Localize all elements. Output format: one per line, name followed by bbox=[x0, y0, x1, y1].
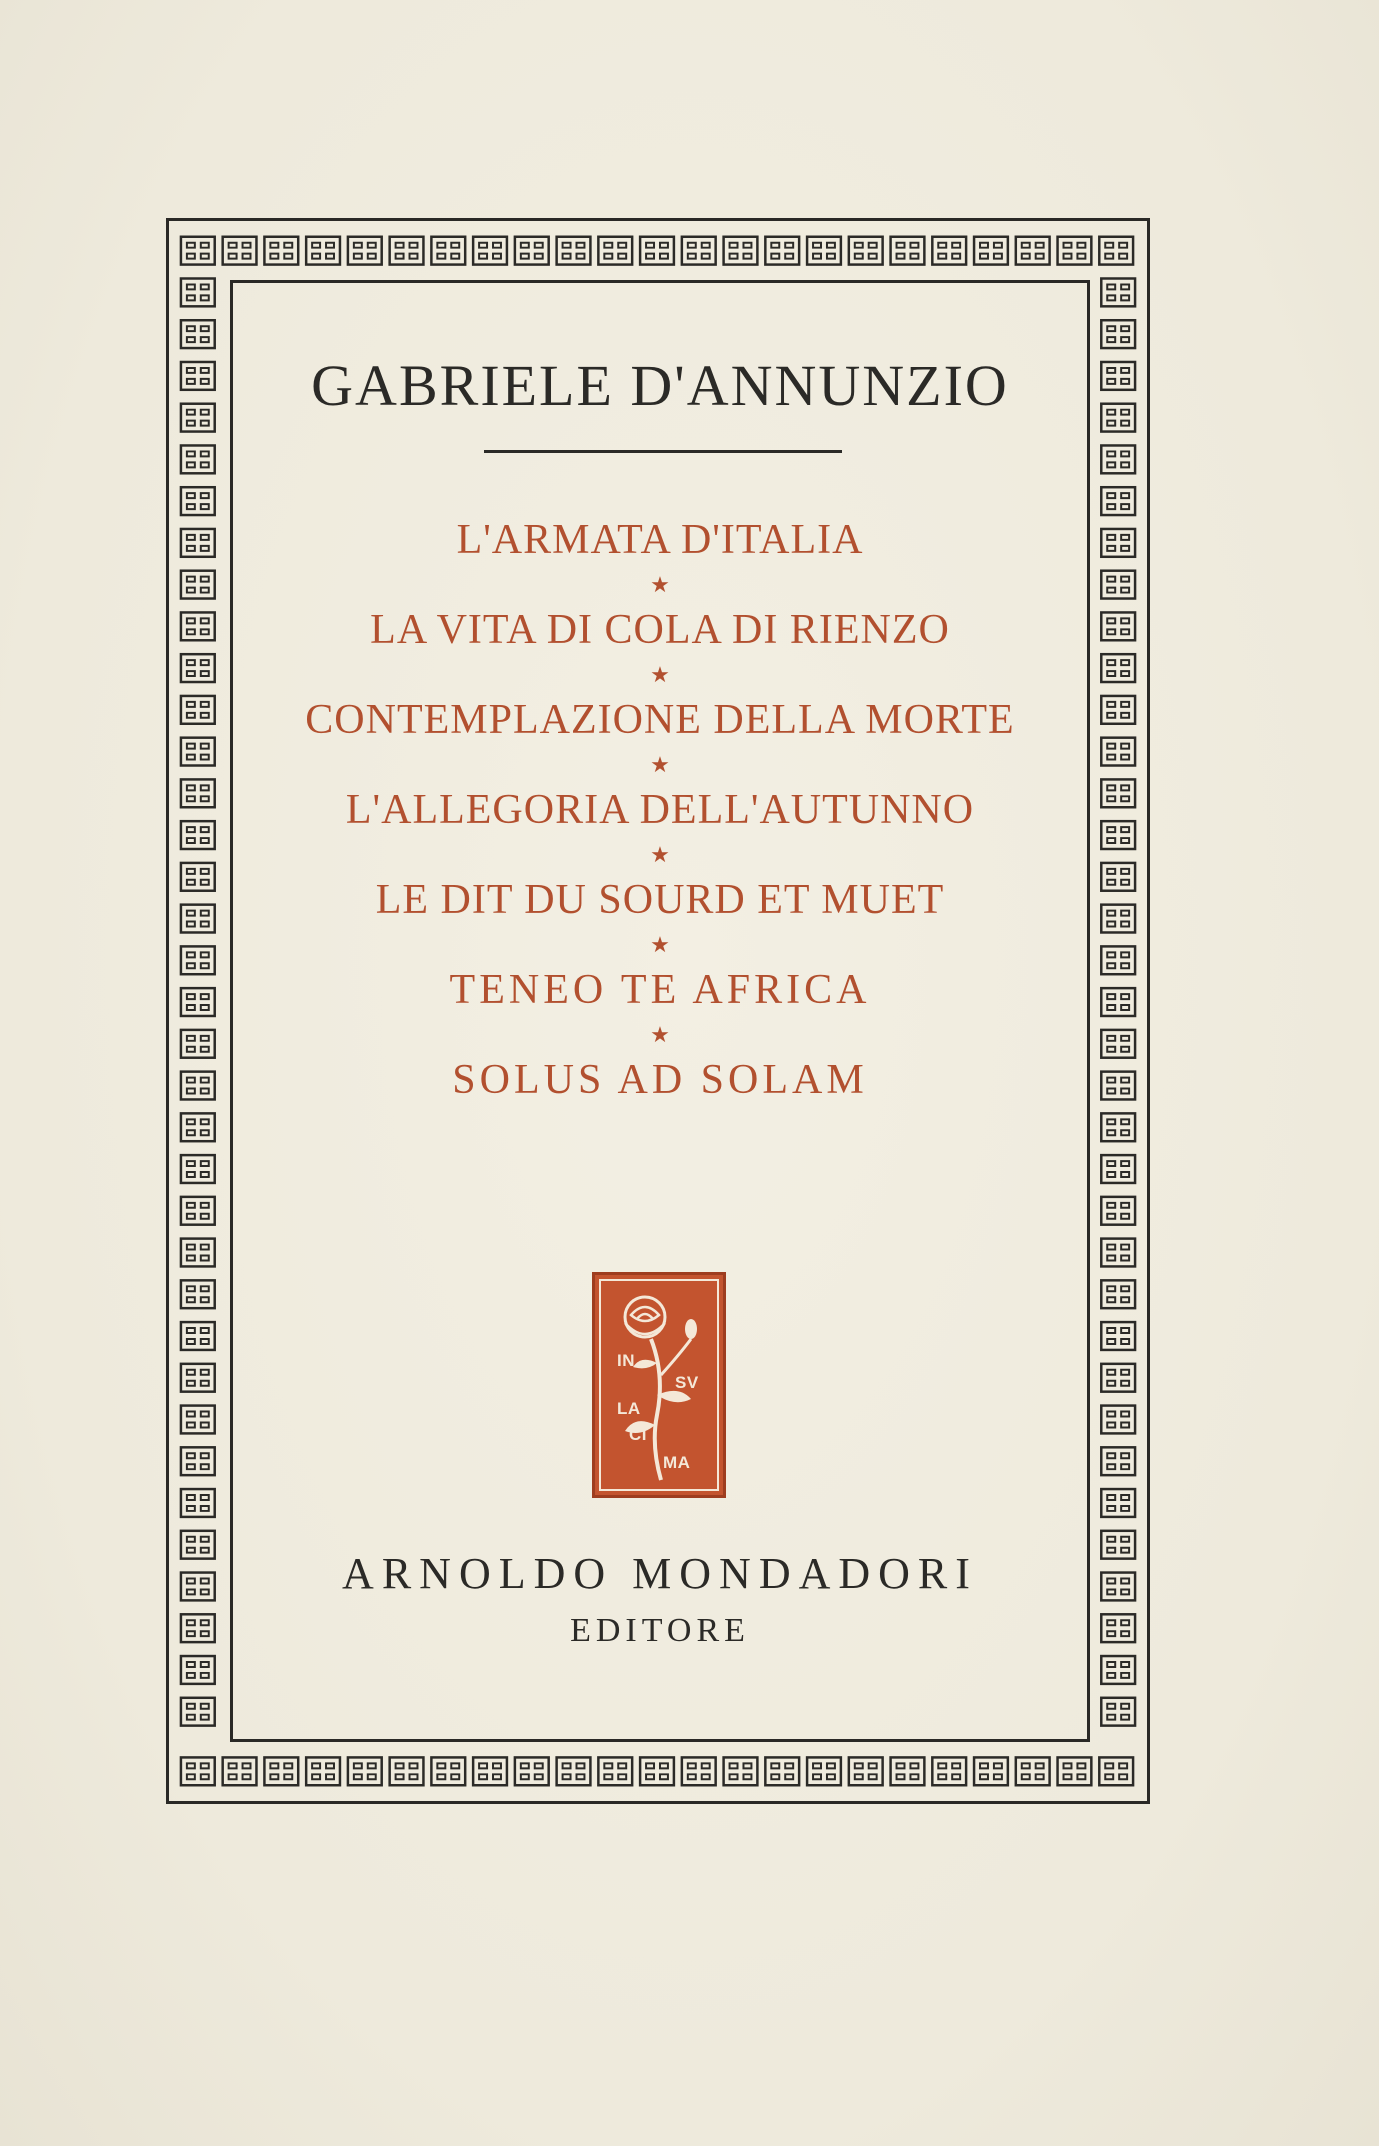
border-tile bbox=[1101, 1656, 1135, 1684]
border-tile bbox=[181, 654, 215, 682]
title-item: L'ARMATA D'ITALIA bbox=[456, 517, 864, 563]
star-separator-icon: ★ bbox=[650, 842, 670, 867]
emblem-motto: MA bbox=[663, 1453, 691, 1472]
border-tile bbox=[181, 696, 215, 724]
border-tile bbox=[1016, 1757, 1050, 1785]
emblem-motto: LA bbox=[617, 1399, 641, 1418]
emblem-motto: CI bbox=[629, 1425, 647, 1444]
border-tile bbox=[974, 1757, 1008, 1785]
border-tile bbox=[1058, 1757, 1092, 1785]
border-tile bbox=[1101, 487, 1135, 515]
border-tile bbox=[223, 1757, 257, 1785]
border-tile bbox=[181, 1197, 215, 1225]
border-tile bbox=[1101, 320, 1135, 348]
border-tile bbox=[932, 1757, 966, 1785]
border-tile bbox=[181, 1489, 215, 1517]
border-tile bbox=[181, 905, 215, 933]
border-tile bbox=[1101, 654, 1135, 682]
border-tile bbox=[390, 1757, 424, 1785]
border-tile bbox=[515, 1757, 549, 1785]
border-tile bbox=[1101, 612, 1135, 640]
border-tile bbox=[1101, 1239, 1135, 1267]
star-separator-icon: ★ bbox=[650, 572, 670, 597]
title-item: SOLUS AD SOLAM bbox=[452, 1057, 868, 1103]
border-tile bbox=[640, 237, 674, 265]
rose-emblem-icon bbox=[592, 1272, 726, 1498]
border-tile bbox=[1101, 821, 1135, 849]
border-tile bbox=[557, 1757, 591, 1785]
border-tile bbox=[181, 1030, 215, 1058]
border-tile bbox=[849, 237, 883, 265]
border-tile bbox=[181, 821, 215, 849]
border-tile bbox=[181, 612, 215, 640]
border-tile bbox=[1101, 946, 1135, 974]
border-tile bbox=[932, 237, 966, 265]
border-tile bbox=[1101, 1614, 1135, 1642]
border-tile bbox=[1101, 1447, 1135, 1475]
emblem-motto: IN bbox=[617, 1351, 635, 1370]
emblem-motto: SV bbox=[675, 1373, 699, 1392]
border-tile bbox=[807, 237, 841, 265]
border-tile bbox=[1101, 445, 1135, 473]
border-tile bbox=[682, 237, 716, 265]
border-tile bbox=[1101, 738, 1135, 766]
author-name: GABRIELE D'ANNUNZIO bbox=[311, 353, 1009, 418]
border-tile bbox=[181, 278, 215, 306]
border-tile bbox=[181, 1757, 215, 1785]
border-tile bbox=[1101, 1406, 1135, 1434]
star-separator-icon: ★ bbox=[650, 932, 670, 957]
border-tile bbox=[1101, 988, 1135, 1016]
border-tile bbox=[431, 1757, 465, 1785]
border-tile bbox=[1101, 1489, 1135, 1517]
border-tile bbox=[1016, 237, 1050, 265]
border-tile bbox=[181, 487, 215, 515]
border-tile bbox=[1101, 1113, 1135, 1141]
border-tile bbox=[181, 362, 215, 390]
border-tile bbox=[598, 237, 632, 265]
title-item: LE DIT DU SOURD ET MUET bbox=[375, 877, 945, 923]
border-tile bbox=[431, 237, 465, 265]
border-tile bbox=[181, 946, 215, 974]
border-tile bbox=[306, 237, 340, 265]
border-tile bbox=[682, 1757, 716, 1785]
border-tile bbox=[181, 738, 215, 766]
border-tile bbox=[765, 1757, 799, 1785]
border-tile bbox=[640, 1757, 674, 1785]
border-tile bbox=[724, 1757, 758, 1785]
border-tile bbox=[473, 1757, 507, 1785]
border-tile bbox=[557, 237, 591, 265]
border-tile bbox=[1101, 1030, 1135, 1058]
border-tile bbox=[181, 1614, 215, 1642]
border-tile bbox=[181, 1573, 215, 1601]
publisher-name: ARNOLDO MONDADORI bbox=[342, 1549, 978, 1598]
publisher-imprint: EDITORE bbox=[570, 1612, 750, 1649]
border-tile bbox=[390, 237, 424, 265]
border-tile bbox=[1101, 362, 1135, 390]
border-tile bbox=[181, 529, 215, 557]
border-tile bbox=[348, 237, 382, 265]
border-tile bbox=[181, 320, 215, 348]
border-tile bbox=[181, 1239, 215, 1267]
border-tile bbox=[1099, 237, 1133, 265]
border-tile bbox=[1101, 696, 1135, 724]
border-tile bbox=[1101, 1155, 1135, 1183]
border-tile bbox=[598, 1757, 632, 1785]
border-tile bbox=[765, 237, 799, 265]
border-tile bbox=[306, 1757, 340, 1785]
border-tile bbox=[181, 1280, 215, 1308]
border-tile bbox=[1101, 571, 1135, 599]
border-tile bbox=[724, 237, 758, 265]
border-tile bbox=[1101, 1573, 1135, 1601]
border-tile bbox=[473, 237, 507, 265]
border-tile bbox=[1101, 1364, 1135, 1392]
border-tile bbox=[1101, 905, 1135, 933]
border-tile bbox=[1101, 1698, 1135, 1726]
border-tile bbox=[1101, 1072, 1135, 1100]
title-item: LA VITA DI COLA DI RIENZO bbox=[370, 607, 950, 653]
border-tile bbox=[181, 1698, 215, 1726]
border-tile bbox=[1101, 278, 1135, 306]
border-tile bbox=[181, 1656, 215, 1684]
border-tile bbox=[181, 445, 215, 473]
author-rule bbox=[484, 450, 842, 453]
border-tile bbox=[1058, 237, 1092, 265]
title-item: TENEO TE AFRICA bbox=[449, 967, 871, 1013]
border-tile bbox=[264, 1757, 298, 1785]
border-tile bbox=[181, 1322, 215, 1350]
star-separator-icon: ★ bbox=[650, 662, 670, 687]
border-tile bbox=[181, 237, 215, 265]
border-tile bbox=[181, 404, 215, 432]
border-tile bbox=[515, 237, 549, 265]
rose-drawing bbox=[595, 1275, 723, 1495]
border-tile bbox=[181, 1364, 215, 1392]
border-tile bbox=[181, 1406, 215, 1434]
star-separator-icon: ★ bbox=[650, 1022, 670, 1047]
border-tile bbox=[974, 237, 1008, 265]
border-tile bbox=[1101, 1531, 1135, 1559]
title-item: L'ALLEGORIA DELL'AUTUNNO bbox=[345, 787, 975, 833]
border-tile bbox=[1101, 1197, 1135, 1225]
border-tile bbox=[1101, 404, 1135, 432]
border-tile bbox=[1101, 779, 1135, 807]
border-tile bbox=[891, 1757, 925, 1785]
border-tile bbox=[223, 237, 257, 265]
titles-list bbox=[230, 516, 1090, 1104]
star-separator-icon: ★ bbox=[650, 752, 670, 777]
border-tile bbox=[1099, 1757, 1133, 1785]
border-tile bbox=[1101, 863, 1135, 891]
border-tile bbox=[1101, 1322, 1135, 1350]
border-tile bbox=[181, 1531, 215, 1559]
border-tile bbox=[264, 237, 298, 265]
border-tile bbox=[348, 1757, 382, 1785]
border-tile bbox=[1101, 529, 1135, 557]
border-tile bbox=[181, 1113, 215, 1141]
border-tile bbox=[849, 1757, 883, 1785]
border-tile bbox=[181, 1447, 215, 1475]
border-tile bbox=[181, 863, 215, 891]
border-tile bbox=[181, 779, 215, 807]
border-tile bbox=[181, 1155, 215, 1183]
border-tile bbox=[807, 1757, 841, 1785]
border-tile bbox=[1101, 1280, 1135, 1308]
title-item: CONTEMPLAZIONE DELLA MORTE bbox=[305, 697, 1015, 743]
border-tile bbox=[181, 571, 215, 599]
border-tile bbox=[181, 1072, 215, 1100]
border-tile bbox=[891, 237, 925, 265]
border-tile bbox=[181, 988, 215, 1016]
